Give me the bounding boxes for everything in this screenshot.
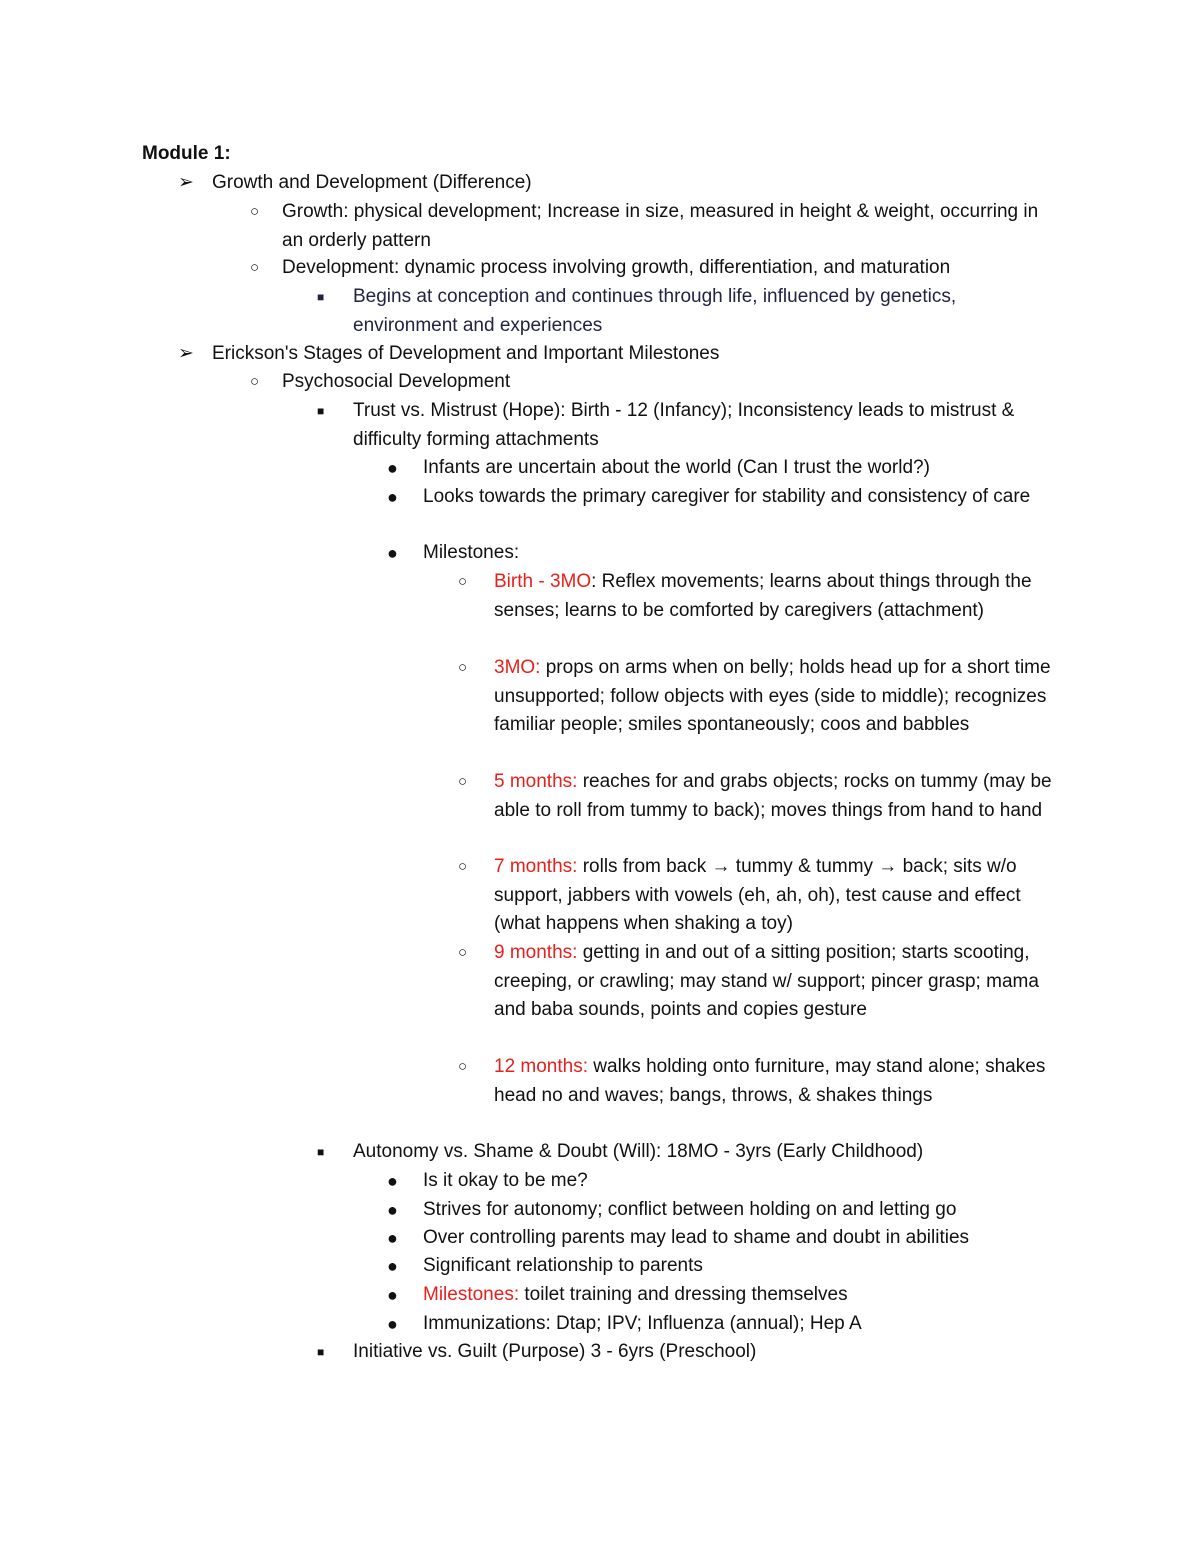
list-item-immunizations xyxy=(387,1310,1053,1339)
list-item-text: Over controlling parents may lead to shame and doubt in abilities xyxy=(423,1227,970,1248)
circle-bullet-icon: ○ xyxy=(458,659,468,676)
milestone-description: : Reflex movements; learns about things through the senses; learns to be comforted by caregivers (attachment) xyxy=(494,571,1032,621)
list-item-milestones xyxy=(387,539,1053,568)
list-item-initiative-vs-guilt xyxy=(317,1338,1053,1367)
list-item-development xyxy=(250,254,1062,283)
dot-bullet-icon: ● xyxy=(387,543,398,563)
milestone-12-months xyxy=(458,1053,1059,1110)
milestone-age-label: 3MO: xyxy=(494,657,541,678)
milestone-7-months xyxy=(458,853,1059,939)
list-item-over-controlling xyxy=(387,1224,1053,1253)
list-item-text: Looks towards the primary caregiver for stability and consistency of care xyxy=(423,486,1031,507)
list-item-text: Trust vs. Mistrust (Hope): Birth - 12 (Infancy); Inconsistency leads to mistrust & difficulty forming attachments xyxy=(353,400,1015,450)
milestone-age-label: 12 months: xyxy=(494,1056,588,1077)
list-item-text: Growth: physical development; Increase in size, measured in height & weight, occurring in an orderly pattern xyxy=(282,201,1039,251)
list-item-trust-vs-mistrust xyxy=(317,397,1053,454)
list-item-text: Psychosocial Development xyxy=(282,371,511,392)
circle-bullet-icon: ○ xyxy=(458,944,468,961)
list-item-strives-for-autonomy xyxy=(387,1196,1053,1225)
dot-bullet-icon: ● xyxy=(387,1256,398,1276)
milestone-description: getting in and out of a sitting position; starts scooting, creeping, or crawling; may stand w/ support; pincer grasp; mama and baba sounds, points and copies gesture xyxy=(494,942,1039,1021)
square-bullet-icon: ■ xyxy=(317,1345,325,1359)
arrow-bullet-icon: ➢ xyxy=(178,172,194,193)
list-item-text: Begins at conception and continues through life, influenced by genetics, environment and experiences xyxy=(353,286,957,336)
dot-bullet-icon: ● xyxy=(387,1285,398,1305)
list-item-ericksons-stages xyxy=(178,340,1062,369)
list-item-autonomy-milestones xyxy=(387,1281,1053,1310)
milestone-label: Milestones: xyxy=(423,1284,520,1305)
milestone-9-months xyxy=(458,939,1059,1025)
list-item-text: Erickson's Stages of Development and Important Milestones xyxy=(212,343,720,364)
square-bullet-icon: ■ xyxy=(317,290,325,304)
list-item-text: Development: dynamic process involving growth, differentiation, and maturation xyxy=(282,257,951,278)
dot-bullet-icon: ● xyxy=(387,1228,398,1248)
module-title: Module 1: xyxy=(142,143,231,164)
dot-bullet-icon: ● xyxy=(387,1200,398,1220)
list-item-text: Strives for autonomy; conflict between holding on and letting go xyxy=(423,1199,957,1220)
list-item-infants-uncertain xyxy=(387,454,1053,483)
list-item-psychosocial-development xyxy=(250,368,1062,397)
list-item-autonomy-vs-shame xyxy=(317,1138,1053,1167)
circle-bullet-icon: ○ xyxy=(250,259,260,276)
circle-bullet-icon: ○ xyxy=(458,858,468,875)
list-item-growth-and-development xyxy=(178,169,1062,198)
square-bullet-icon: ■ xyxy=(317,404,325,418)
list-item-is-it-okay xyxy=(387,1167,1053,1196)
milestone-description: walks holding onto furniture, may stand alone; shakes head no and waves; bangs, throws, & shakes things xyxy=(494,1056,1046,1106)
dot-bullet-icon: ● xyxy=(387,458,398,478)
milestone-description: toilet training and dressing themselves xyxy=(519,1284,848,1305)
list-item-text: Significant relationship to parents xyxy=(423,1255,703,1276)
milestone-5-months xyxy=(458,768,1059,825)
milestone-age-label: 7 months: xyxy=(494,856,578,877)
milestone-description: reaches for and grabs objects; rocks on tummy (may be able to roll from tummy to back); moves things from hand to hand xyxy=(494,771,1052,821)
list-item-text: Milestones: xyxy=(423,542,520,563)
milestone-description: rolls from back → tummy & tummy → back; sits w/o support, jabbers with vowels (eh, ah, oh), test cause and effect (what happens when shaking a toy) xyxy=(494,856,1021,935)
list-item-text: Is it okay to be me? xyxy=(423,1170,588,1191)
list-item-significant-relationship xyxy=(387,1252,1053,1281)
circle-bullet-icon: ○ xyxy=(458,1058,468,1075)
circle-bullet-icon: ○ xyxy=(458,773,468,790)
list-item-text: Autonomy vs. Shame & Doubt (Will): 18MO - 3yrs (Early Childhood) xyxy=(353,1141,924,1162)
square-bullet-icon: ■ xyxy=(317,1145,325,1159)
milestone-3mo xyxy=(458,654,1059,740)
milestone-birth-3mo xyxy=(458,568,1059,625)
list-item-text: Immunizations: Dtap; IPV; Influenza (annual); Hep A xyxy=(423,1313,862,1334)
milestone-age-label: 9 months: xyxy=(494,942,578,963)
list-item-text: Infants are uncertain about the world (Can I trust the world?) xyxy=(423,457,930,478)
circle-bullet-icon: ○ xyxy=(250,373,260,390)
list-item-begins-at-conception xyxy=(317,283,1053,340)
list-item-text: Initiative vs. Guilt (Purpose) 3 - 6yrs (Preschool) xyxy=(353,1341,757,1362)
arrow-bullet-icon: ➢ xyxy=(178,343,194,364)
list-item-looks-towards-caregiver xyxy=(387,483,1053,512)
dot-bullet-icon: ● xyxy=(387,1314,398,1334)
dot-bullet-icon: ● xyxy=(387,487,398,507)
circle-bullet-icon: ○ xyxy=(458,573,468,590)
list-item-text: Growth and Development (Difference) xyxy=(212,172,532,193)
dot-bullet-icon: ● xyxy=(387,1171,398,1191)
milestone-age-label: Birth - 3MO xyxy=(494,571,592,592)
milestone-age-label: 5 months: xyxy=(494,771,578,792)
circle-bullet-icon: ○ xyxy=(250,203,260,220)
milestone-description: props on arms when on belly; holds head up for a short time unsupported; follow objects with eyes (side to middle); recognizes familiar people; smiles spontaneously; coos and babbles xyxy=(494,657,1051,736)
list-item-growth xyxy=(250,198,1062,255)
